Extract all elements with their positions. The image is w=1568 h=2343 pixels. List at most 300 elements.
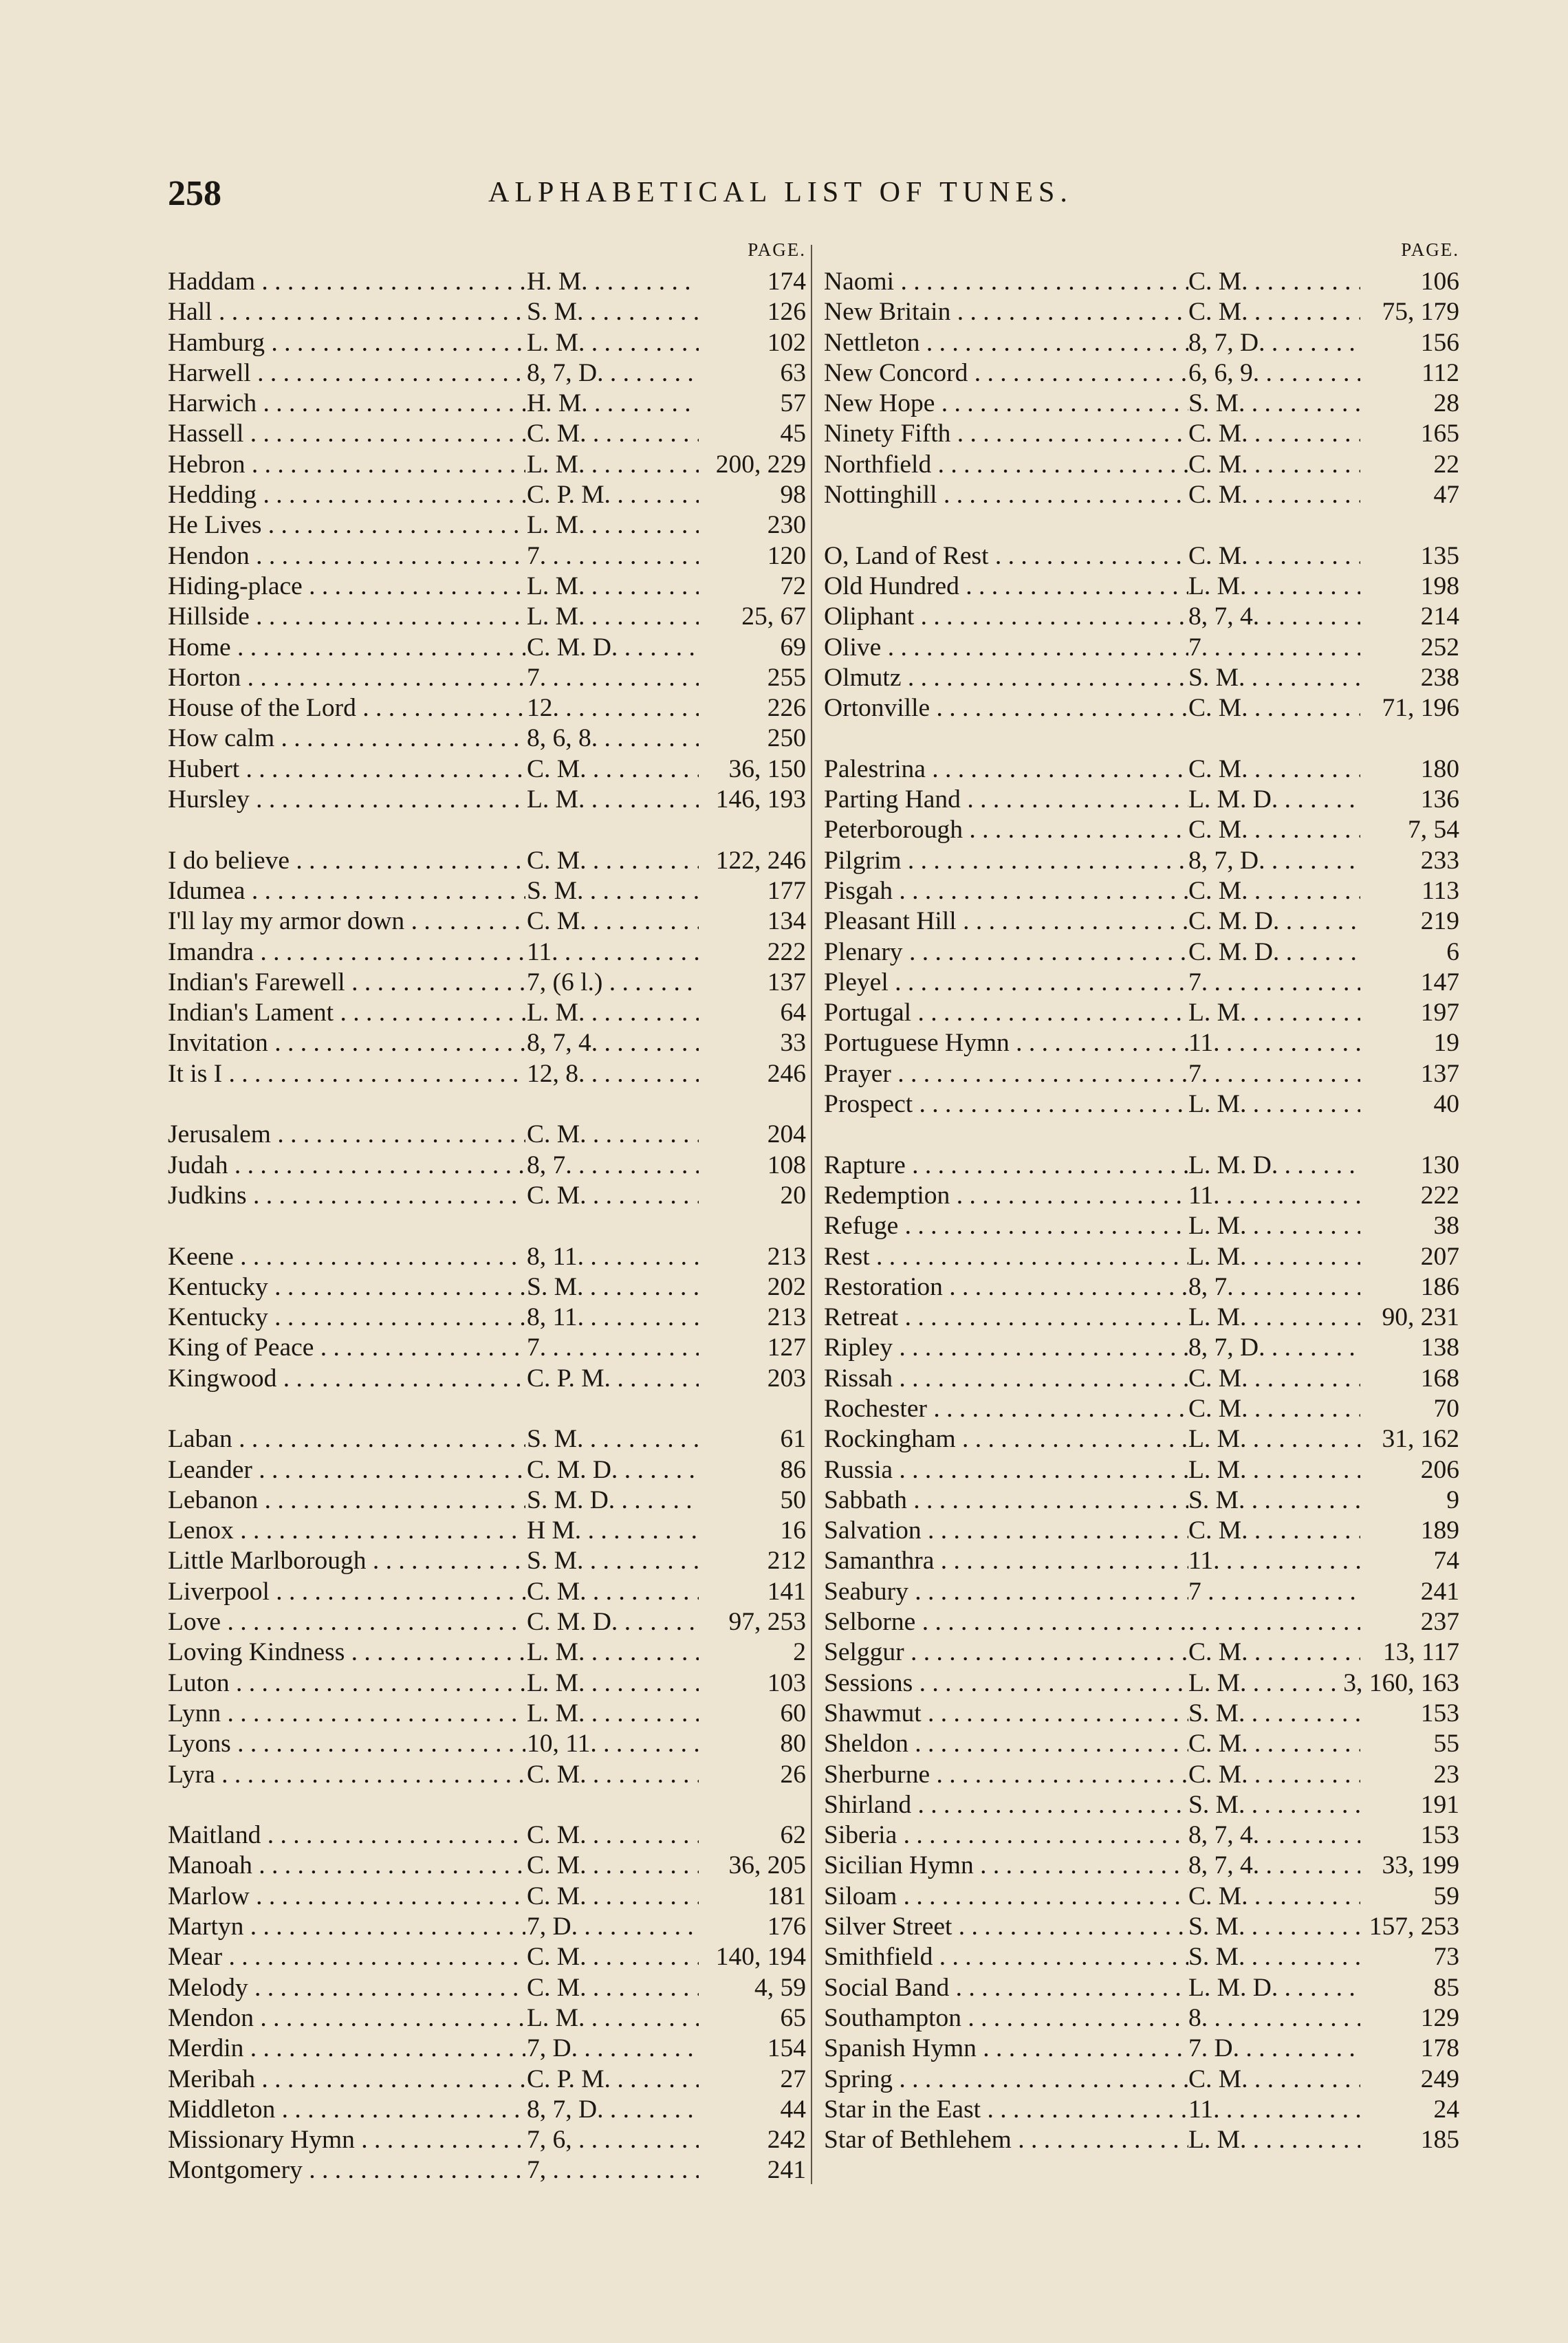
tune-page: 80 (776, 1729, 807, 1759)
tune-page: 204 (763, 1120, 806, 1150)
tune-name: Sherburne . . . (824, 1760, 1188, 1790)
tune-name: King of Peace . . . (168, 1333, 525, 1363)
tune-page: 33, 199 (1378, 1851, 1460, 1881)
section-gap (168, 1394, 807, 1424)
tune-name: Sheldon . . . (824, 1729, 1188, 1759)
tune-entry (168, 906, 807, 937)
tune-entry (824, 2095, 1461, 2125)
tune-meter: L. M. . . . (527, 328, 699, 358)
tune-name: New Concord . . . (824, 358, 1188, 389)
section-gap (168, 1089, 807, 1120)
tune-page: 19 (1430, 1028, 1460, 1058)
tune-entry (168, 1760, 807, 1790)
tune-page: 13, 117 (1379, 1637, 1459, 1668)
tune-meter: L. M. . . . (527, 450, 699, 480)
tune-meter: S. M. . . . (1188, 389, 1360, 419)
tune-entry (824, 358, 1461, 389)
tune-meter: C. M. . . . (1188, 419, 1360, 449)
tune-entry (824, 1059, 1461, 1089)
tune-entry (168, 358, 807, 389)
tune-name: Hillside . . . (168, 602, 525, 632)
tune-meter: C. M. . . . (1188, 1394, 1360, 1424)
tune-meter: C. M. . . . (1188, 480, 1360, 510)
tune-entry (168, 1181, 807, 1211)
tune-entry (168, 1882, 807, 1912)
tune-page: 36, 150 (725, 754, 807, 785)
tune-page: 2 (789, 1637, 806, 1668)
tune-name: Horton . . . (168, 663, 525, 693)
tune-page: 180 (1417, 754, 1459, 785)
tune-meter: C. M. D. . . . (1188, 906, 1360, 937)
tune-page: 154 (763, 2034, 806, 2064)
tune-page: 241 (1417, 1577, 1459, 1607)
tune-page: 60 (776, 1699, 807, 1729)
tune-name: Middleton . . . (168, 2095, 525, 2125)
tune-meter: S. M. . . . (1188, 1942, 1360, 1972)
tune-meter: C. M. . . . (1188, 876, 1360, 906)
tune-name: Judah . . . (168, 1151, 525, 1181)
tune-meter: L. M. D. . . . (1188, 785, 1360, 815)
tune-entry (824, 663, 1461, 693)
tune-entry (168, 1455, 807, 1485)
page-number: 258 (168, 174, 221, 213)
tune-page: 73 (1430, 1942, 1460, 1972)
tune-list-column-left (168, 239, 807, 2186)
tune-page: 213 (763, 1242, 806, 1272)
tune-name: Liverpool . . . (168, 1577, 525, 1607)
tune-page: 181 (763, 1882, 806, 1912)
tune-entry (168, 1028, 807, 1058)
tune-meter: L. M. . . . (1188, 571, 1360, 602)
section-gap (168, 1790, 807, 1820)
tune-meter: S. M. . . . (527, 876, 699, 906)
tune-name: Sabbath . . . (824, 1485, 1188, 1516)
tune-entry (168, 1516, 807, 1546)
tune-name: Martyn . . . (168, 1912, 525, 1942)
tune-name: Kentucky . . . (168, 1303, 525, 1333)
tune-meter: C. P. M. . . . (527, 2064, 699, 2095)
tune-name: Salvation . . . (824, 1516, 1188, 1546)
tune-meter: 8. . . . (1188, 2003, 1360, 2034)
tune-page: 222 (1417, 1181, 1459, 1211)
tune-meter: 8, 7, D. . . . (1188, 328, 1360, 358)
tune-entry (824, 1394, 1461, 1424)
tune-name: Smithfield . . . (824, 1942, 1188, 1972)
tune-page: 249 (1417, 2064, 1459, 2095)
tune-name: Hassell . . . (168, 419, 525, 449)
tune-page: 165 (1417, 419, 1459, 449)
tune-meter: 7. . . . (527, 663, 699, 693)
tune-name: Kingwood . . . (168, 1364, 525, 1394)
tune-entry (824, 785, 1461, 815)
tune-name: Redemption . . . (824, 1181, 1188, 1211)
tune-name: Hebron . . . (168, 450, 525, 480)
tune-name: New Hope . . . (824, 389, 1188, 419)
tune-name: Pilgrim . . . (824, 846, 1188, 876)
tune-meter: 8, 7, D. . . . (1188, 1333, 1360, 1363)
tune-page: 70 (1430, 1394, 1460, 1424)
tune-page: 86 (776, 1455, 807, 1485)
tune-page: 136 (1417, 785, 1459, 815)
tune-page: 4, 59 (750, 1973, 806, 2003)
tune-entry (168, 998, 807, 1028)
tune-page: 97, 253 (725, 1607, 807, 1637)
tune-entry (168, 1485, 807, 1516)
tune-meter: S. M. . . . (1188, 1912, 1360, 1942)
tune-page: 168 (1417, 1364, 1459, 1394)
tune-name: Lyra . . . (168, 1760, 525, 1790)
tune-page: 59 (1430, 1882, 1460, 1912)
tune-name: Kentucky . . . (168, 1272, 525, 1303)
tune-entry (824, 267, 1461, 297)
tune-name: Spanish Hymn . . . (824, 2034, 1188, 2064)
tune-name: Mear . . . (168, 1942, 525, 1972)
tune-meter: 8, 7, D. . . . (527, 2095, 699, 2125)
tune-page: 200, 229 (712, 450, 806, 480)
tune-meter: 7. . . . (527, 541, 699, 571)
tune-entry (168, 450, 807, 480)
tune-page: 197 (1417, 998, 1459, 1028)
tune-page: 156 (1417, 328, 1459, 358)
tune-name: Haddam . . . (168, 267, 525, 297)
tune-meter: 8, 7. . . . (527, 1151, 699, 1181)
tune-name: House of the Lord . . . (168, 693, 525, 723)
tune-page: 250 (763, 723, 806, 754)
tune-entry (824, 297, 1461, 327)
tune-meter: S. M. . . . (527, 1272, 699, 1303)
tune-meter: S. M. D. . . . (527, 1485, 699, 1516)
tune-entry (824, 1364, 1461, 1394)
tune-entry (824, 541, 1461, 571)
tune-page: 98 (776, 480, 807, 510)
tune-meter: 6, 6, 9. . . . (1188, 358, 1360, 389)
tune-entry (168, 2003, 807, 2034)
tune-meter: C. M. . . . (1188, 693, 1360, 723)
tune-entry (824, 1942, 1461, 1972)
tune-page: 129 (1417, 2003, 1459, 2034)
tune-meter: L. M. . . . (1188, 1424, 1360, 1454)
tune-meter: 7. . . . (1188, 633, 1360, 663)
tune-page: 7, 54 (1404, 815, 1459, 845)
tune-meter: C. M. . . . (1188, 1760, 1360, 1790)
tune-entry (168, 1272, 807, 1303)
tune-page: 23 (1430, 1760, 1460, 1790)
tune-name: Naomi . . . (824, 267, 1188, 297)
tune-meter: 8, 6, 8. . . . (527, 723, 699, 754)
tune-page: 85 (1430, 1973, 1460, 2003)
tune-page: 202 (763, 1272, 806, 1303)
tune-meter: 11. . . . (1188, 1546, 1360, 1576)
tune-entry (168, 1424, 807, 1454)
tune-entry (824, 1699, 1461, 1729)
tune-meter: L. M. . . . (527, 1668, 699, 1699)
tune-entry (168, 723, 807, 754)
tune-name: Melody . . . (168, 1973, 525, 2003)
section-gap (168, 1211, 807, 1241)
tune-page: 207 (1417, 1242, 1459, 1272)
tune-entry (168, 785, 807, 815)
tune-page: 255 (763, 663, 806, 693)
tune-meter: 7, (6 l.) . . . (527, 968, 699, 998)
tune-name: Lyons . . . (168, 1729, 525, 1759)
tune-meter: C. M. . . . (1188, 1516, 1360, 1546)
tune-entry (168, 1364, 807, 1394)
tune-entry (824, 1181, 1461, 1211)
tune-entry (168, 876, 807, 906)
tune-name: Jerusalem . . . (168, 1120, 525, 1150)
tune-name: Manoah . . . (168, 1851, 525, 1881)
tune-rows (168, 267, 807, 2186)
tune-page: 186 (1417, 1272, 1459, 1303)
tune-name: Harwich . . . (168, 389, 525, 419)
tune-page: 62 (776, 1820, 807, 1851)
tune-name: Merdin . . . (168, 2034, 525, 2064)
tune-page: 214 (1417, 602, 1459, 632)
tune-page: 185 (1417, 2125, 1459, 2155)
tune-page: 102 (763, 328, 806, 358)
tune-meter: C. M. . . . (527, 1942, 699, 1972)
tune-name: Olmutz . . . (824, 663, 1188, 693)
tune-page: 27 (776, 2064, 807, 2095)
tune-entry (168, 846, 807, 876)
tune-page: 90, 231 (1378, 1303, 1460, 1333)
tune-page: 28 (1430, 389, 1460, 419)
page-title: ALPHABETICAL LIST OF TUNES. (488, 177, 1073, 208)
tune-entry (824, 754, 1461, 785)
tune-meter: C. P. M. . . . (527, 1364, 699, 1394)
tune-page: 198 (1417, 571, 1459, 602)
tune-meter: L. M. . . . (1188, 1211, 1360, 1241)
tune-entry (168, 328, 807, 358)
tune-meter: C. M. . . . (527, 1973, 699, 2003)
tune-page: 40 (1430, 1089, 1460, 1120)
tune-meter: C. M. . . . (527, 754, 699, 785)
tune-page: 65 (776, 2003, 807, 2034)
tune-entry (824, 968, 1461, 998)
tune-meter (1188, 1607, 1360, 1637)
tune-meter: L. M. . . . (527, 1637, 699, 1668)
tune-page: 24 (1430, 2095, 1460, 2125)
tune-page: 213 (763, 1303, 806, 1333)
tune-page: 226 (763, 693, 806, 723)
tune-page: 134 (763, 906, 806, 937)
tune-name: Olive . . . (824, 633, 1188, 663)
tune-meter: C. M. . . . (527, 906, 699, 937)
tune-meter: C. M. . . . (1188, 267, 1360, 297)
tune-name: Ripley . . . (824, 1333, 1188, 1363)
tune-meter: 7, D. . . . (527, 2034, 699, 2064)
tune-name: Ortonville . . . (824, 693, 1188, 723)
tune-name: Selborne . . . (824, 1607, 1188, 1637)
tune-page: 45 (776, 419, 807, 449)
tune-meter: 8, 7. . . . (1188, 1272, 1360, 1303)
tune-name: Hedding . . . (168, 480, 525, 510)
tune-name: Star of Bethlehem . . . (824, 2125, 1188, 2155)
tune-meter: C. M. D. . . . (527, 1607, 699, 1637)
tune-page: 191 (1417, 1790, 1459, 1820)
tune-meter: C. M. . . . (527, 1851, 699, 1881)
tune-entry (168, 1729, 807, 1759)
tune-meter: 7, 6, . . . (527, 2125, 699, 2155)
tune-name: Siberia . . . (824, 1820, 1188, 1851)
tune-name: Sessions . . . (824, 1668, 1188, 1699)
tune-page: 242 (763, 2125, 806, 2155)
tune-name: Meribah . . . (168, 2064, 525, 2095)
tune-name: Hendon . . . (168, 541, 525, 571)
tune-name: Laban . . . (168, 1424, 525, 1454)
tune-meter: C. M. . . . (1188, 2064, 1360, 2095)
tune-meter: 7. D. . . . (1188, 2034, 1360, 2064)
tune-page: 113 (1417, 876, 1459, 906)
tune-meter: C. M. . . . (1188, 754, 1360, 785)
tune-name: Rapture . . . (824, 1151, 1188, 1181)
tune-entry (824, 1151, 1461, 1181)
tune-page: 25, 67 (737, 602, 806, 632)
tune-meter: L. M. . . . (1188, 1089, 1360, 1120)
tune-entry (168, 1333, 807, 1363)
tune-name: Silver Street . . . (824, 1912, 1188, 1942)
tune-entry (824, 1272, 1461, 1303)
tune-page: 147 (1417, 968, 1459, 998)
tune-page: 135 (1417, 541, 1459, 571)
tune-rows (824, 267, 1461, 2155)
tune-page: 47 (1430, 480, 1460, 510)
tune-meter: H. M. . . . (527, 267, 699, 297)
tune-meter: 8, 11. . . . (527, 1242, 699, 1272)
tune-meter: L. M. . . . (1188, 998, 1360, 1028)
tune-page: 238 (1417, 663, 1459, 693)
tune-page: 6 (1442, 937, 1459, 968)
tune-entry (168, 1151, 807, 1181)
tune-name: He Lives . . . (168, 510, 525, 541)
tune-meter: 7. . . . (527, 1333, 699, 1363)
tune-page: 120 (763, 541, 806, 571)
tune-page: 252 (1417, 633, 1459, 663)
tune-entry (168, 1699, 807, 1729)
tune-page: 178 (1417, 2034, 1459, 2064)
tune-page: 140, 194 (712, 1942, 806, 1972)
tune-entry (824, 1607, 1461, 1637)
tune-entry (168, 1546, 807, 1576)
tune-meter: C. M. . . . (1188, 1364, 1360, 1394)
tune-name: Sicilian Hymn . . . (824, 1851, 1188, 1881)
tune-meter: 11. . . . (1188, 2095, 1360, 2125)
tune-entry (824, 602, 1461, 632)
tune-page: 241 (763, 2155, 806, 2186)
tune-page: 176 (763, 1912, 806, 1942)
tune-name: I do believe . . . (168, 846, 525, 876)
tune-name: Plenary . . . (824, 937, 1188, 968)
tune-page: 22 (1430, 450, 1460, 480)
tune-name: Lynn . . . (168, 1699, 525, 1729)
tune-page: 103 (763, 1668, 806, 1699)
tune-page: 122, 246 (712, 846, 806, 876)
tune-name: Star in the East . . . (824, 2095, 1188, 2125)
tune-name: Home . . . (168, 633, 525, 663)
tune-name: Samanthra . . . (824, 1546, 1188, 1576)
tune-meter: L. M. . . . (1188, 1455, 1360, 1485)
tune-meter: S. M. . . . (527, 1546, 699, 1576)
tune-meter: S. M. . . . (1188, 1790, 1360, 1820)
tune-entry (824, 815, 1461, 845)
tune-entry (824, 1820, 1461, 1851)
tune-page: 74 (1430, 1546, 1460, 1576)
tune-entry (824, 2003, 1461, 2034)
tune-name: Pleasant Hill . . . (824, 906, 1188, 937)
tune-meter: 11. . . . (527, 937, 699, 968)
tune-name: Prayer . . . (824, 1059, 1188, 1089)
tune-name: Portuguese Hymn . . . (824, 1028, 1188, 1058)
tune-meter: L. M. . . . (527, 2003, 699, 2034)
tune-page: 174 (763, 267, 806, 297)
tune-name: Little Marlborough . . . (168, 1546, 525, 1576)
tune-meter: C. M. . . . (527, 1181, 699, 1211)
tune-meter: 7, D. . . . (527, 1912, 699, 1942)
tune-meter: 8, 7, D. . . . (1188, 846, 1360, 876)
tune-entry (168, 633, 807, 663)
tune-name: Invitation . . . (168, 1028, 525, 1058)
tune-meter: C. M. . . . (527, 419, 699, 449)
tune-page: 112 (1417, 358, 1459, 389)
tune-page: 127 (763, 1333, 806, 1363)
tune-meter: C. M. . . . (1188, 1882, 1360, 1912)
tune-page: 141 (763, 1577, 806, 1607)
tune-entry (168, 1120, 807, 1150)
tune-name: Love . . . (168, 1607, 525, 1637)
tune-page: 130 (1417, 1151, 1459, 1181)
tune-name: Leander . . . (168, 1455, 525, 1485)
tune-name: Indian's Farewell . . . (168, 968, 525, 998)
tune-entry (824, 1637, 1461, 1668)
tune-name: Pleyel . . . (824, 968, 1188, 998)
tune-name: Rissah . . . (824, 1364, 1188, 1394)
tune-entry (824, 1455, 1461, 1485)
tune-entry (824, 2034, 1461, 2064)
tune-meter: L. M. . . . (1188, 1668, 1360, 1699)
tune-meter: 11. . . . (1188, 1028, 1360, 1058)
tune-name: Prospect . . . (824, 1089, 1188, 1120)
tune-name: How calm . . . (168, 723, 525, 754)
tune-page: 55 (1430, 1729, 1460, 1759)
tune-meter: 12. . . . (527, 693, 699, 723)
tune-entry (168, 1303, 807, 1333)
tune-entry (824, 419, 1461, 449)
tune-meter: 7, . . . (527, 2155, 699, 2186)
tune-page: 63 (776, 358, 807, 389)
tune-name: Hall . . . (168, 297, 525, 327)
tune-page: 20 (776, 1181, 807, 1211)
tune-name: Refuge . . . (824, 1211, 1188, 1241)
tune-entry (168, 510, 807, 541)
tune-meter: C. M. D. . . . (1188, 937, 1360, 968)
tune-name: Judkins . . . (168, 1181, 525, 1211)
tune-name: Peterborough . . . (824, 815, 1188, 845)
tune-entry (168, 1242, 807, 1272)
tune-page: 44 (776, 2095, 807, 2125)
tune-entry (824, 998, 1461, 1028)
tune-page: 138 (1417, 1333, 1459, 1363)
tune-name: Imandra . . . (168, 937, 525, 968)
tune-entry (824, 571, 1461, 602)
tune-name: Spring . . . (824, 2064, 1188, 2095)
tune-page: 246 (763, 1059, 806, 1089)
tune-meter: 8, 7, 4. . . . (1188, 1820, 1360, 1851)
tune-page: 50 (776, 1485, 807, 1516)
tune-entry (824, 1028, 1461, 1058)
tune-name: O, Land of Rest . . . (824, 541, 1188, 571)
tune-meter: C. M. . . . (527, 1882, 699, 1912)
tune-name: Hiding-place . . . (168, 571, 525, 602)
